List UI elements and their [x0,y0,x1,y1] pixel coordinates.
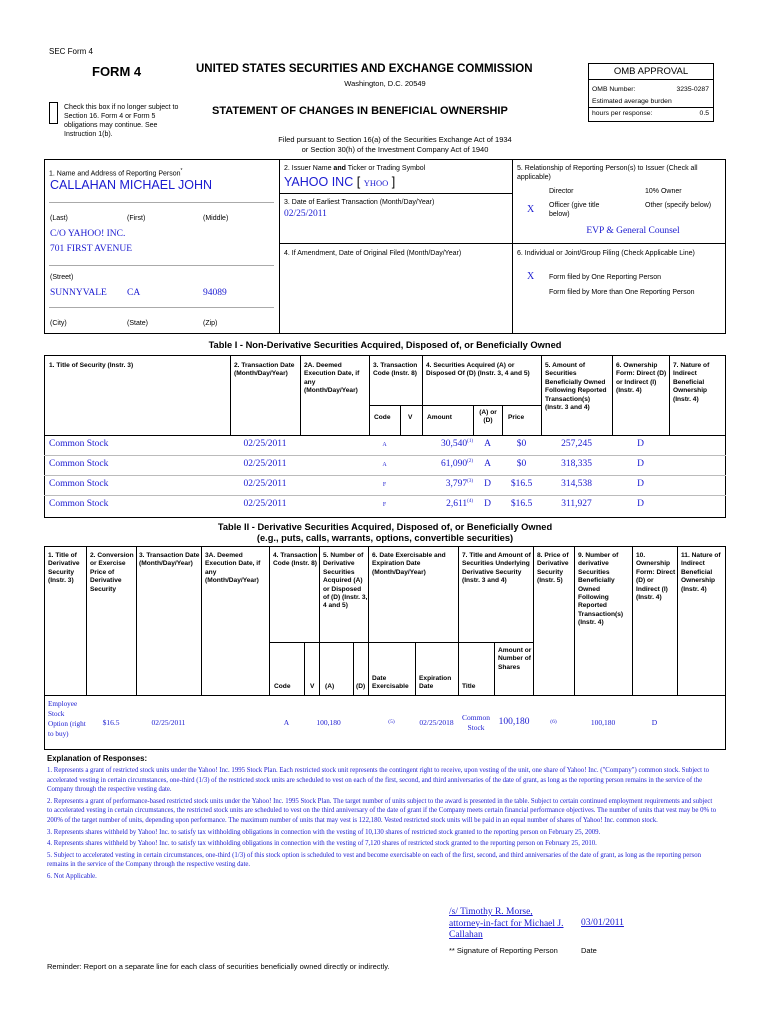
zip-value: 94089 [203,288,227,298]
t2-row-form: D [651,718,658,727]
row-code: F [382,502,387,508]
zip-label: (Zip) [203,320,218,327]
t1-sub-code: Code [374,414,391,421]
box4-label: 4. If Amendment, Date of Original Filed (Month/Day/Year) [284,250,462,257]
signature-date: 03/01/2011 [581,918,624,928]
omb-hours-value: 0.5 [699,110,709,117]
box3-label: 3. Date of Earliest Transaction (Month/Day/Year) [284,199,435,206]
t2-col-exercisable-expiration: 6. Date Exercisable and Expiration Date (Month/Day/Year) [372,552,446,576]
t2-row-price: $16.5 [102,718,120,727]
date-label: Date [581,946,597,955]
row-ad: A [484,459,491,469]
footnote-2: 2. Represents a grant of performance-based restricted stock units under the Yahoo! Inc. 1995 Stock Plan. The target number of units subject to the award is presented in the table. Subject to certain continued employment requirements and subject to accelerated vesting in certain circumstances, the restricted stock units are scheduled to vest on the third anniversary of the date of grant if the Company meets certain financial performance objectives. The number of units that vest may be 0% to 200% of the target number of units, depending upon performance. The maximum number of units that may vest is 122,180. Vested restricted stock units will be paid in an equal number of shares of Yahoo! Inc. common stock. [47,797,717,824]
explanation-notes [47,766,719,882]
officer-label: Officer (give title below) [549,202,600,218]
earliest-transaction-date: 02/25/2011 [284,209,327,219]
t2-row-title: Employee Stock Option (right to buy) [48,700,86,738]
director-label: Director [549,188,574,195]
t2-col-owned: 9. Number of derivative Securities Beneficially Owned Following Reported Transaction(s) (Instr. 4) [578,552,624,627]
more-reporting-persons-label: Form filed by More than One Reporting Person [549,289,695,296]
officer-checkmark[interactable]: X [527,204,535,215]
t2-row-security-title: Common Stock [462,713,490,732]
row-price: $16.5 [510,499,533,509]
t2-col-nature: 11. Nature of Indirect Beneficial Ownership (Instr. 4) [681,552,721,593]
row-ad: D [484,479,491,489]
row-title: Common Stock [49,439,109,449]
signature-line2: attorney-in-fact for Michael J. [449,918,564,929]
filed-pursuant-line2: or Section 30(h) of the Investment Company Act of 1940 [301,145,489,154]
t2-row-exercisable: (5) [388,719,395,725]
reporting-person-name: CALLAHAN MICHAEL JOHN [50,178,213,192]
t2-sub-d: (D) [356,683,366,690]
last-label: (Last) [50,215,68,222]
table2-subtitle: (e.g., puts, calls, warrants, options, convertible securities) [256,533,514,543]
t1-sub-v: V [408,414,413,421]
t1-col-amount-owned: 5. Amount of Securities Beneficially Owned Following Reported Transaction(s) (Instr. 3 and 4) [545,362,607,412]
one-reporting-person-checkmark[interactable]: X [527,271,535,282]
t1-sub-ad: (A) or (D) [479,409,497,425]
t2-sub-title: Title [462,683,476,690]
state-value: CA [127,288,141,298]
t2-col-ownership-form: 10. Ownership Form: Direct (D) or Indirect (I) (Instr. 4) [636,552,676,602]
t2-col-derivative-price: 8. Price of Derivative Security (Instr. 5) [537,552,569,585]
footnote-1: 1. Represents a grant of restricted stock units under the Yahoo! Inc. 1995 Stock Plan. Each restricted stock unit represents the contingent right to receive, upon vesting of the unit, one share of Yahoo! Inc. ("Company") common stock. Subject to accelerated vesting in certain circumstances, one-third (1/3) of the restricted stock units are scheduled to vest on each of the first, second, and third anniversaries of the date of grant, as long as the reporting person remains in the service of the Company through the respective vesting date. [47,767,710,794]
signature-line3: Callahan [449,930,483,940]
omb-hours-label: hours per response: [592,110,653,117]
box1-label: 1. Name and Address of Reporting Person* [49,168,183,178]
t1-col-deemed-date: 2A. Deemed Execution Date, if any (Month/Day/Year) [304,362,360,395]
no-longer-subject-checkbox[interactable] [49,102,58,124]
ticker-symbol: YHOO [363,178,389,188]
t2-row-derivative-price: (6) [550,719,557,725]
row-title: Common Stock [49,499,109,509]
row-owned: 311,927 [561,499,592,509]
table2-title: Table II - Derivative Securities Acquired, Disposed of, or Beneficially Owned [217,522,553,532]
omb-burden-label: Estimated average burden [592,98,672,105]
footnote-6: 6. Not Applicable. [47,872,97,880]
table1-row [44,496,726,516]
t1-col-acquired-disposed: 4. Securities Acquired (A) or Disposed Of (D) (Instr. 3, 4 and 5) [426,362,530,378]
row-amount: 2,611$^{(4)}$ [446,499,473,510]
t2-sub-amount: Amount or Number of Shares [498,647,532,671]
city-value: SUNNYVALE [50,288,107,298]
row-form: D [637,499,644,509]
row-owned: 257,245 [561,439,592,449]
t2-row-date: 02/25/2011 [151,718,186,727]
explanation-title: Explanation of Responses: [47,754,148,763]
ten-percent-owner-label: 10% Owner [645,188,682,195]
row-title: Common Stock [49,459,109,469]
row-form: D [637,439,644,449]
footnote-4: 4. Represents shares withheld by Yahoo! Inc. to satisfy tax withholding obligations in connection with the vesting of 7,120 shares of restricted stock granted to the reporting person on February 25, 2010. [47,840,597,848]
reminder-text: Reminder: Report on a separate line for each class of securities beneficially owned directly or indirectly. [47,962,390,971]
state-label: (State) [127,320,149,327]
row-code: F [382,482,387,488]
other-label: Other (specify below) [645,202,712,209]
t2-col-transaction-date: 3. Transaction Date (Month/Day/Year) [139,552,200,568]
t1-sub-price: Price [508,414,525,421]
agency-location: Washington, D.C. 20549 [344,79,426,88]
row-price: $0 [516,459,527,469]
t2-row-code: A [283,718,290,727]
sec-form-label: SEC Form 4 [49,47,94,56]
t2-col-code: 4. Transaction Code (Instr. 8) [273,552,318,568]
row-date: 02/25/2011 [243,479,287,489]
address-line1: C/O YAHOO! INC. [50,229,126,239]
table1-row [44,476,726,496]
row-price: $16.5 [510,479,533,489]
footnote-3: 3. Represents shares withheld by Yahoo! Inc. to satisfy tax withholding obligations in connection with the vesting of 10,130 shares of restricted stock granted to the reporting person on February 25, 2009. [47,828,601,836]
agency-title: UNITED STATES SECURITIES AND EXCHANGE COMMISSION [196,63,533,75]
t2-col-derivative-acquired: 5. Number of Derivative Securities Acquired (A) or Disposed of (D) (Instr. 3, 4 and 5) [323,552,368,610]
footnote-ref: (1) [467,439,473,444]
row-code: A [382,462,387,468]
row-date: 02/25/2011 [243,439,287,449]
row-date: 02/25/2011 [243,499,287,509]
row-date: 02/25/2011 [243,459,287,469]
row-ad: A [484,439,491,449]
row-form: D [637,479,644,489]
signature-block [449,907,563,942]
t2-row-owned: 100,180 [590,718,616,727]
t2-col-underlying: 7. Title and Amount of Securities Underlying Derivative Security (Instr. 3 and 4) [462,552,531,585]
t2-col-title: 1. Title of Derivative Security (Instr. 3) [48,552,80,585]
footnote-ref: (2) [467,459,473,464]
t1-col-transaction-date: 2. Transaction Date (Month/Day/Year) [234,362,295,378]
footnote-5: 5. Subject to accelerated vesting in certain circumstances, one-third (1/3) of this stock option is scheduled to vest and become exercisable on each of the first, second, and third anniversaries of the date of grant, as long as the reporting person remains in the service of the Company through the respective vesting date. [47,851,701,869]
checkbox-instructions: Check this box if no longer subject to Section 16. Form 4 or Form 5 obligations may continue. See Instruction 1(b). [64,104,179,138]
t2-col-deemed-date: 3A. Deemed Execution Date, if any (Month/Day/Year) [205,552,261,585]
row-title: Common Stock [49,479,109,489]
row-ad: D [484,499,491,509]
t2-sub-exercisable: Date Exercisable [372,675,409,691]
street-label: (Street) [50,274,74,281]
address-line2: 701 FIRST AVENUE [50,244,132,254]
t2-sub-v: V [310,683,315,690]
first-label: (First) [127,215,146,222]
row-amount: 61,090$^{(2)}$ [441,459,473,470]
t2-sub-expiration: Expiration Date [419,675,452,691]
t1-col-code: 3. Transaction Code (Instr. 8) [373,362,418,378]
box5-label: 5. Relationship of Reporting Person(s) to Issuer (Check all applicable) [517,165,698,181]
filed-pursuant-line1: Filed pursuant to Section 16(a) of the Securities Exchange Act of 1934 [278,135,512,144]
table1-row [44,436,726,456]
omb-number-label: OMB Number: [592,86,636,93]
signature-label: ** Signature of Reporting Person [449,946,558,955]
omb-title: OMB APPROVAL [589,64,713,80]
form-title: FORM 4 [92,64,142,79]
footnote-ref: (4) [467,499,473,504]
omb-approval-box [588,63,714,122]
row-amount: 3,797$^{(3)}$ [445,479,473,490]
city-label: (City) [50,320,67,327]
t2-row-expiration: 02/25/2018 [419,718,454,727]
middle-label: (Middle) [203,215,229,222]
t1-col-title: 1. Title of Security (Instr. 3) [49,362,134,369]
t2-sub-code: Code [274,683,291,690]
t2-col-conversion-price: 2. Conversion or Exercise Price of Derivative Security [90,552,134,593]
t1-sub-amount: Amount [427,414,452,421]
table1-title: Table I - Non-Derivative Securities Acquired, Disposed of, or Beneficially Owned [208,340,562,350]
t1-col-ownership-form: 6. Ownership Form: Direct (D) or Indirect (I) (Instr. 4) [616,362,667,395]
officer-title: EVP & General Counsel [586,226,680,236]
row-form: D [637,459,644,469]
signature-line1: /s/ Timothy R. Morse, [449,907,533,917]
box2-label: 2. Issuer Name and Ticker or Trading Symbol [284,165,426,172]
t1-col-nature: 7. Nature of Indirect Beneficial Ownership (Instr. 4) [673,362,710,403]
t2-row-amount: 100,180 [498,717,530,727]
row-owned: 314,538 [561,479,592,489]
row-price: $0 [516,439,527,449]
issuer-name-ticker: YAHOO INC [ YHOO ] [284,175,396,189]
row-owned: 318,335 [561,459,592,469]
row-amount: 30,540$^{(1)}$ [441,439,473,450]
footnote-ref: (3) [467,479,473,484]
box6-label: 6. Individual or Joint/Group Filing (Check Applicable Line) [517,250,695,257]
statement-title: STATEMENT OF CHANGES IN BENEFICIAL OWNERSHIP [212,105,508,117]
omb-number-value: 3235-0287 [676,86,709,93]
row-code: A [382,442,387,448]
one-reporting-person-label: Form filed by One Reporting Person [549,274,662,281]
table1-row [44,456,726,476]
t2-sub-a: (A) [325,683,335,690]
t2-row-acquired: 100,180 [316,718,341,727]
